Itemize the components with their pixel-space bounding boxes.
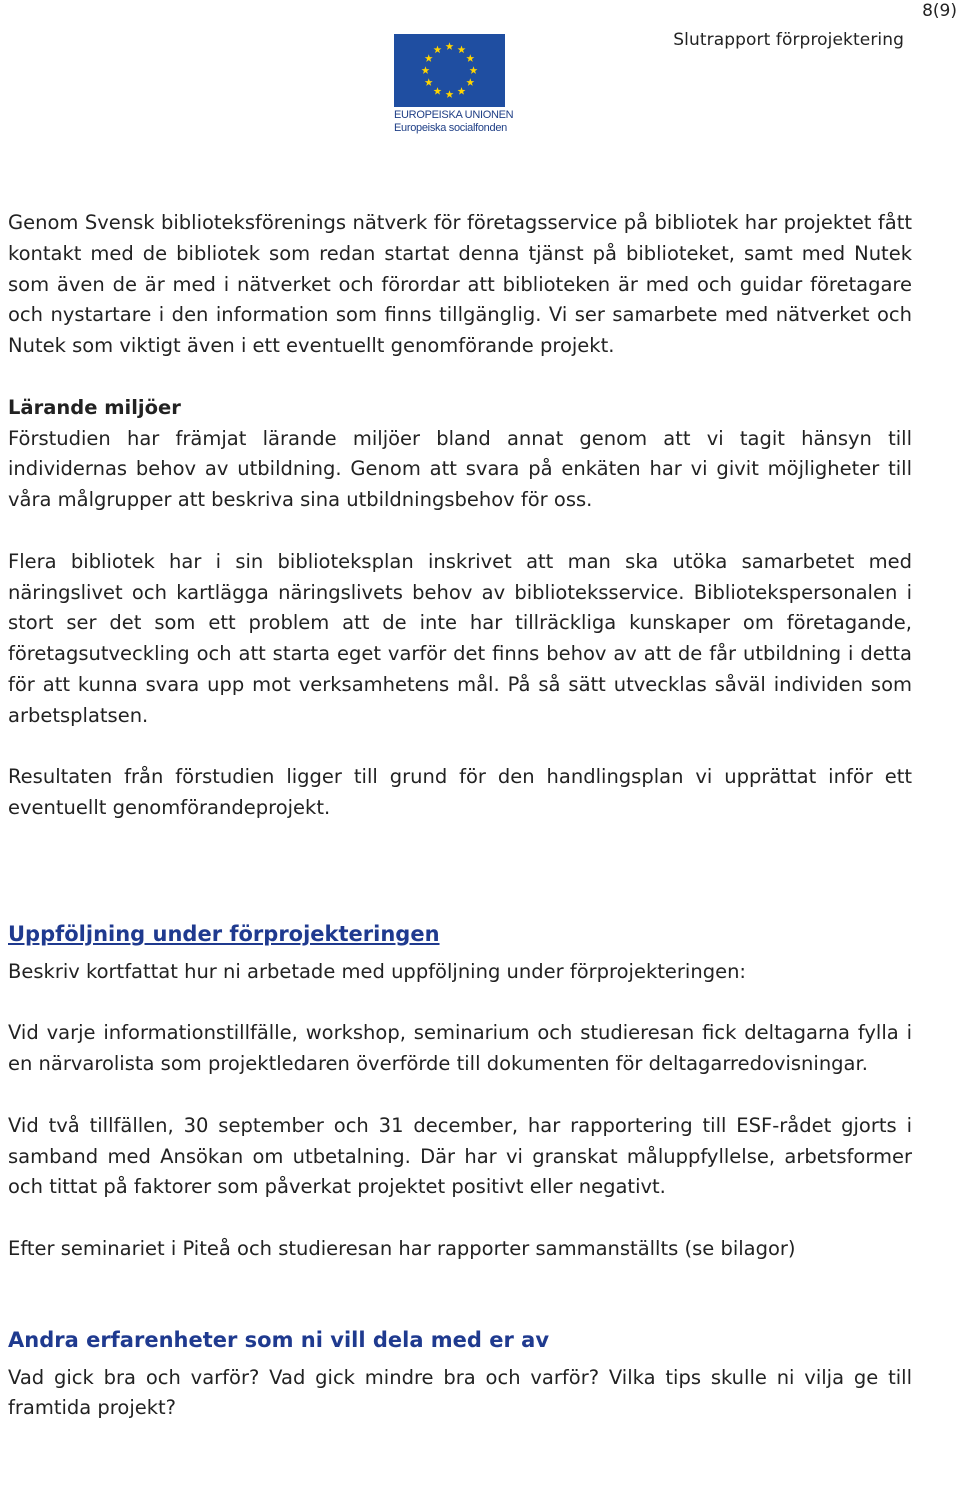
eu-logo-subcaption: Europeiska socialfonden — [394, 122, 507, 134]
paragraph-biblioteksplan: Flera bibliotek har i sin biblioteksplan inskrivet att man ska utöka samarbetet med näringslivet och kartlägga näringslivets behov av biblioteksservice. Bibliotekspersonalen i stort ser det som ett problem att de inte har tillräckliga kunskaper om företagande, företagsutveckling och att starta eget varför det finns behov av att de får utbildning i detta för att kunna svara upp mot verksamhetens mål. På så sätt utvecklas såväl individen som arbetsplatsen. — [8, 549, 912, 727]
eu-star-icon — [466, 78, 474, 86]
paragraph-resultaten: Resultaten från förstudien ligger till grund för den handlingsplan vi upprättat inför ett eventuellt genomförandeprojekt. — [8, 765, 912, 820]
heading-larande-miljoer: Lärande miljöer — [8, 395, 181, 419]
eu-star-icon — [434, 46, 442, 54]
eu-logo — [394, 34, 514, 138]
document-body — [8, 208, 912, 1424]
eu-logo-caption: EUROPEISKA UNIONEN — [394, 109, 514, 121]
eu-star-icon — [446, 90, 454, 98]
paragraph-seminariet: Efter seminariet i Piteå och studieresan har rapporter sammanställts (se bilagor) — [8, 1236, 796, 1260]
paragraph-rapportering: Vid två tillfällen, 30 september och 31 december, har rapportering till ESF-rådet gjorts i samband med Ansökan om utbetalning. Där har vi granskat måluppfyllelse, arbetsformer och tittat på faktorer som påverkat projektet positivt eller negativt. — [8, 1113, 912, 1199]
eu-star-icon — [470, 66, 478, 74]
paragraph-larande: Förstudien har främjat lärande miljöer bland annat genom att vi tagit hänsyn till individernas behov av utbildning. Genom att svara på enkäten har vi givit möjligheter till våra målgrupper att beskriva sina utbildningsbehov för oss. — [8, 426, 912, 512]
eu-star-icon — [434, 87, 442, 95]
page-number: 8(9) — [922, 1, 957, 21]
eu-flag-icon — [394, 34, 505, 107]
eu-star-icon — [422, 66, 430, 74]
paragraph-vad-gick-bra: Vad gick bra och varför? Vad gick mindre bra och varför? Vilka tips skulle ni vilja ge till framtida projekt? — [8, 1365, 912, 1420]
paragraph-natverk: Genom Svensk biblioteksförenings nätverk för företagsservice på bibliotek har projektet fått kontakt med de bibliotek som redan startat denna tjänst på biblioteket, samt med Nutek som även de är med i nätverket och förordar att biblioteken är med och guidar företagare och nystartare i den information som finns tillgänglig. Vi ser samarbete med nätverket och Nutek som viktigt även i ett eventuellt genomförande projekt. — [8, 211, 912, 358]
eu-star-icon — [466, 54, 474, 62]
eu-star-icon — [446, 42, 454, 50]
document-title: Slutrapport förprojektering — [673, 30, 904, 50]
paragraph-beskriv: Beskriv kortfattat hur ni arbetade med uppföljning under förprojekteringen: — [8, 959, 747, 983]
eu-star-icon — [425, 78, 433, 86]
eu-star-icon — [458, 87, 466, 95]
eu-star-icon — [458, 46, 466, 54]
eu-star-icon — [425, 54, 433, 62]
heading-uppfoljning: Uppföljning under förprojekteringen — [8, 921, 440, 946]
heading-andra-erfarenheter: Andra erfarenheter som ni vill dela med er av — [8, 1327, 550, 1352]
paragraph-narvarolista: Vid varje informationstillfälle, workshop, seminarium och studieresan fick deltagarna fylla i en närvarolista som projektledaren överförde till dokumenten för deltagarredovisningar. — [8, 1021, 912, 1076]
